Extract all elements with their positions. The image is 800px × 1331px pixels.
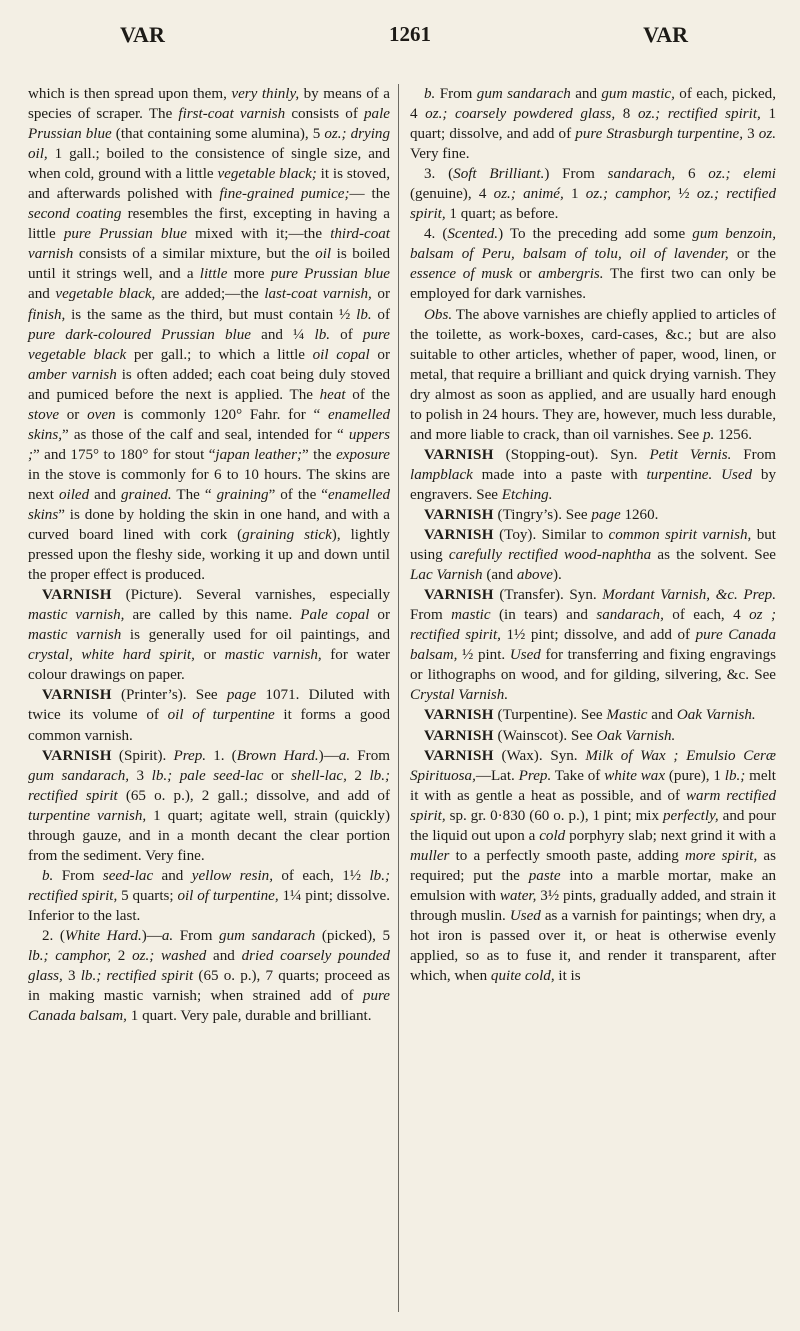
- entry-spirit-varnish: VARNISH (Spirit). Prep. 1. (Brown Hard.)—a. From gum sandarach, 3 lb.; pale seed-lac or shell-lac, 2 lb.; rectified spirit (65 o. p.), 2 gall.; dissolve, and add of turpentine varnish, 1 quart; agitate well, strain (quickly) through gauze, and in a month decant the clear portion from the sediment. Very fine.: [28, 747, 390, 864]
- entry-wax-varnish: VARNISH (Wax). Syn. Milk of Wax ; Emulsio Ceræ Spirituosa,—Lat. Prep. Take of white wax (pure), 1 lb.; melt it with as gentle a heat as possible, and of warm rectified spirit, sp. gr. 0·830 (60 o. p.), 1 pint; mix perfectly, and pour the liquid out upon a cold porphyry slab; next grind it with a muller to a perfectly smooth paste, adding more spirit, as required; put the paste into a marble mortar, make an emulsion with water, 3½ pints, gradually added, and strain it through muslin. Used as a varnish for paintings; when dry, a hot iron is passed over it, or heat is otherwise evenly applied, so as to fuse it, and render it transparent, after which, when quite cold, it is: [410, 747, 777, 985]
- entry-toy-varnish: VARNISH (Toy). Similar to common spirit varnish, but using carefully rectified wood-naphtha as the solvent. See Lac Varnish (and above).: [410, 527, 777, 584]
- entry-tingrys-varnish: VARNISH (Tingry’s). See page 1260.: [424, 506, 659, 523]
- paragraph: which is then spread upon them, very thinly, by means of a species of scraper. The first-coat varnish consists of pale Prussian blue (that containing some alumina), 5 oz.; drying oil, 1 gall.; boiled to the consistence of single size, and when cold, ground with a little vegetable black; it is stoved, and afterwards polished with fine-grained pumice;— the second coating resembles the first, excepting in having a little pure Prussian blue mixed with it;—the third-coat varnish consists of a similar mixture, but the oil is boiled until it strings well, and a little more pure Prussian blue and vegetable black, are added;—the last-coat varnish, or finish, is the same as the third, but must contain ½ lb. of pure dark-coloured Prussian blue and ¼ lb. of pure vegetable black per gall.; to which a little oil copal or amber varnish is often added; each coat being duly stoved and pumiced before the next is applied. The heat of the stove or oven is commonly 120° Fahr. for “ enamelled skins,” as those of the calf and seal, intended for “ uppers ;” and 175° to 180° for stout “japan leather;” the exposure in the stove is commonly for 6 to 10 hours. The skins are next oiled and grained. The “ graining” of the “enamelled skins” is done by holding the skin in one hand, and with a curved board lined with cork (graining stick), lightly pressed upon the fleshy side, working it up and down until the proper effect is produced.: [28, 86, 391, 584]
- right-column: [410, 84, 776, 986]
- paragraph: 2. (White Hard.)—a. From gum sandarach (picked), 5 lb.; camphor, 2 oz.; washed and dried coarsely pounded glass, 3 lb.; rectified spirit (65 o. p.), 7 quarts; proceed as in making mastic varnish; when strained add of pure Canada balsam, 1 quart. Very pale, durable and brilliant.: [28, 927, 391, 1025]
- entry-wainscot-varnish: VARNISH (Wainscot). See Oak Varnish.: [424, 727, 676, 744]
- observation-paragraph: Obs. The above varnishes are chiefly applied to articles of the toilette, as work-boxes, card-cases, &c.; but are also suitable to other articles, whether of paper, wood, linen, or metal, that require a brilliant and quick drying varnish. They dry almost as soon as applied, and are usually hard enough to polish in 24 hours. They are, however, much less durable, and more liable to crack, than oil varnishes. See p. 1256.: [410, 306, 776, 443]
- header-right-word: VAR: [643, 22, 688, 47]
- paragraph: b. From seed-lac and yellow resin, of each, 1½ lb.; rectified spirit, 5 quarts; oil of turpentine, 1¼ pint; dissolve. Inferior to the last.: [28, 867, 391, 924]
- column-divider: [398, 84, 399, 1312]
- paragraph: 4. (Scented.) To the preceding add some gum benzoin, balsam of Peru, balsam of tolu, oil of lavender, or the essence of musk or ambergris. The first two can only be employed for dark varnishes.: [410, 226, 777, 303]
- entry-picture-varnish: VARNISH (Picture). Several varnishes, especially mastic varnish, are called by this name. Pale copal or mastic varnish is generally used for oil paintings, and crystal, white hard spirit, or mastic varnish, for water colour drawings on paper.: [28, 587, 390, 684]
- page-number: 1261: [389, 22, 431, 46]
- entry-turpentine-varnish: VARNISH (Turpentine). See Mastic and Oak Varnish.: [424, 707, 756, 724]
- left-column: [28, 84, 390, 1026]
- header-left-word: VAR: [120, 22, 165, 47]
- paragraph: 3. (Soft Brilliant.) From sandarach, 6 oz.; elemi (genuine), 4 oz.; animé, 1 oz.; camphor, ½ oz.; rectified spirit, 1 quart; as before.: [410, 166, 777, 223]
- running-header: [40, 14, 760, 54]
- entry-stopping-out-varnish: VARNISH (Stopping-out). Syn. Petit Vernis. From lampblack made into a paste with turpentine. Used by engravers. See Etching.: [410, 446, 777, 503]
- paragraph: b. From gum sandarach and gum mastic, of each, picked, 4 oz.; coarsely powdered glass, 8 oz.; rectified spirit, 1 quart; dissolve, and add of pure Strasburgh turpentine, 3 oz. Very fine.: [410, 86, 777, 163]
- entry-transfer-varnish: VARNISH (Transfer). Syn. Mordant Varnish, &c. Prep. From mastic (in tears) and sandarach, of each, 4 oz ; rectified spirit, 1½ pint; dissolve, and add of pure Canada balsam, ½ pint. Used for transferring and fixing engravings or lithographs on wood, and for gilding, silvering, &c. See Crystal Varnish.: [410, 587, 776, 704]
- entry-printers-varnish: VARNISH (Printer’s). See page 1071. Diluted with twice its volume of oil of turpentine it forms a good common varnish.: [28, 687, 391, 744]
